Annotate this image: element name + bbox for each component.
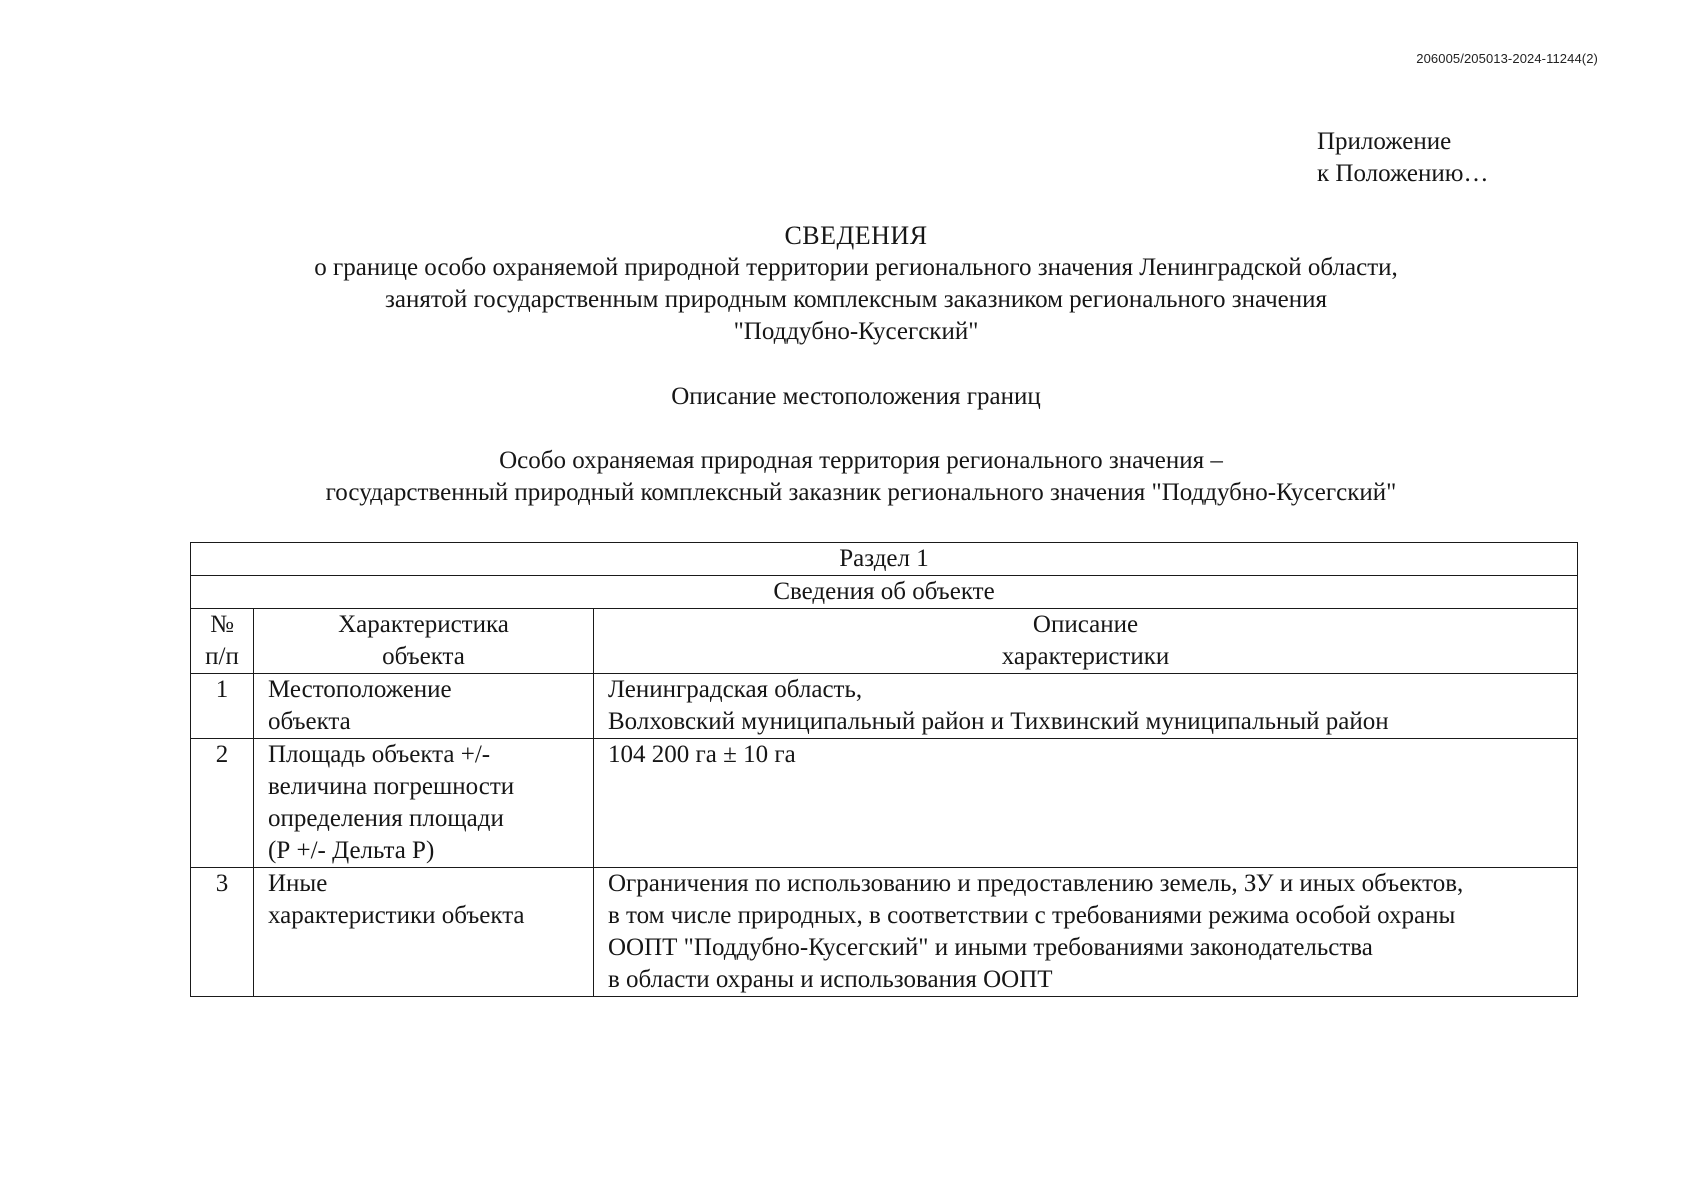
row-description-line: в области охраны и использования ООПТ: [608, 966, 1053, 993]
column-header-characteristic-line-2: объекта: [382, 643, 465, 670]
row-number: 1: [191, 674, 254, 739]
table-row: [191, 674, 1578, 739]
appendix-line-1: Приложение: [1317, 128, 1452, 155]
column-header-description: [594, 609, 1578, 674]
row-characteristic-line: определения площади: [268, 805, 504, 832]
title-line-2: занятой государственным природным комплексным заказником регионального значения: [384, 286, 1328, 313]
row-description: [594, 674, 1578, 739]
section-label: Раздел 1: [191, 543, 1578, 576]
territory-line-2: государственный природный комплексный заказник регионального значения "Поддубно-Кусегский": [325, 479, 1397, 506]
appendix-note: [1317, 126, 1488, 190]
row-description: [594, 868, 1578, 997]
object-info-table: [190, 542, 1578, 997]
row-characteristic: [254, 868, 594, 997]
table-row: [191, 739, 1578, 868]
title-line-3: "Поддубно-Кусегский": [733, 318, 979, 345]
table-header-row: [191, 609, 1578, 674]
column-header-description-line-1: Описание: [1032, 611, 1139, 638]
row-characteristic-line: Иные: [268, 870, 328, 897]
column-header-description-line-2: характеристики: [1001, 643, 1170, 670]
document-id: 206005/205013-2024-11244(2): [1416, 51, 1598, 66]
row-number: 3: [191, 868, 254, 997]
row-characteristic-line: характеристики объекта: [268, 902, 525, 929]
territory-title: [20, 445, 1682, 509]
row-description-line: ООПТ "Поддубно-Кусегский" и иными требованиями законодательства: [608, 934, 1373, 961]
description-heading: [15, 381, 1682, 413]
column-header-number: [191, 609, 254, 674]
title-main: СВЕДЕНИЯ: [784, 221, 928, 250]
document-title: [15, 220, 1682, 348]
title-line-1: о границе особо охраняемой природной территории регионального значения Ленинградской области,: [314, 254, 1398, 281]
section-title-row: [191, 576, 1578, 609]
column-header-characteristic: [254, 609, 594, 674]
row-characteristic: [254, 674, 594, 739]
appendix-line-2: к Положению…: [1317, 160, 1489, 187]
territory-line-1: Особо охраняемая природная территория регионального значения –: [499, 447, 1223, 474]
table-row: [191, 868, 1578, 997]
column-header-number-line-1: №: [210, 611, 234, 638]
row-characteristic-line: Местоположение: [268, 676, 452, 703]
row-description-line: Ограничения по использованию и предоставлению земель, ЗУ и иных объектов,: [608, 870, 1464, 897]
row-number: 2: [191, 739, 254, 868]
row-description-line: Ленинградская область,: [608, 676, 863, 703]
row-description-line: 104 200 га ± 10 га: [608, 741, 796, 768]
section-label-row: [191, 543, 1578, 576]
row-description: [594, 739, 1578, 868]
row-description-line: Волховский муниципальный район и Тихвинский муниципальный район: [608, 708, 1389, 735]
section-title: Сведения об объекте: [191, 576, 1578, 609]
column-header-number-line-2: п/п: [205, 643, 239, 670]
column-header-characteristic-line-1: Характеристика: [338, 611, 509, 638]
row-characteristic-line: величина погрешности: [268, 773, 515, 800]
row-characteristic: [254, 739, 594, 868]
row-characteristic-line: Площадь объекта +/-: [268, 741, 491, 768]
description-heading-text: Описание местоположения границ: [671, 383, 1041, 410]
row-description-line: в том числе природных, в соответствии с требованиями режима особой охраны: [608, 902, 1456, 929]
row-characteristic-line: (Р +/- Дельта Р): [268, 837, 435, 864]
row-characteristic-line: объекта: [268, 708, 351, 735]
